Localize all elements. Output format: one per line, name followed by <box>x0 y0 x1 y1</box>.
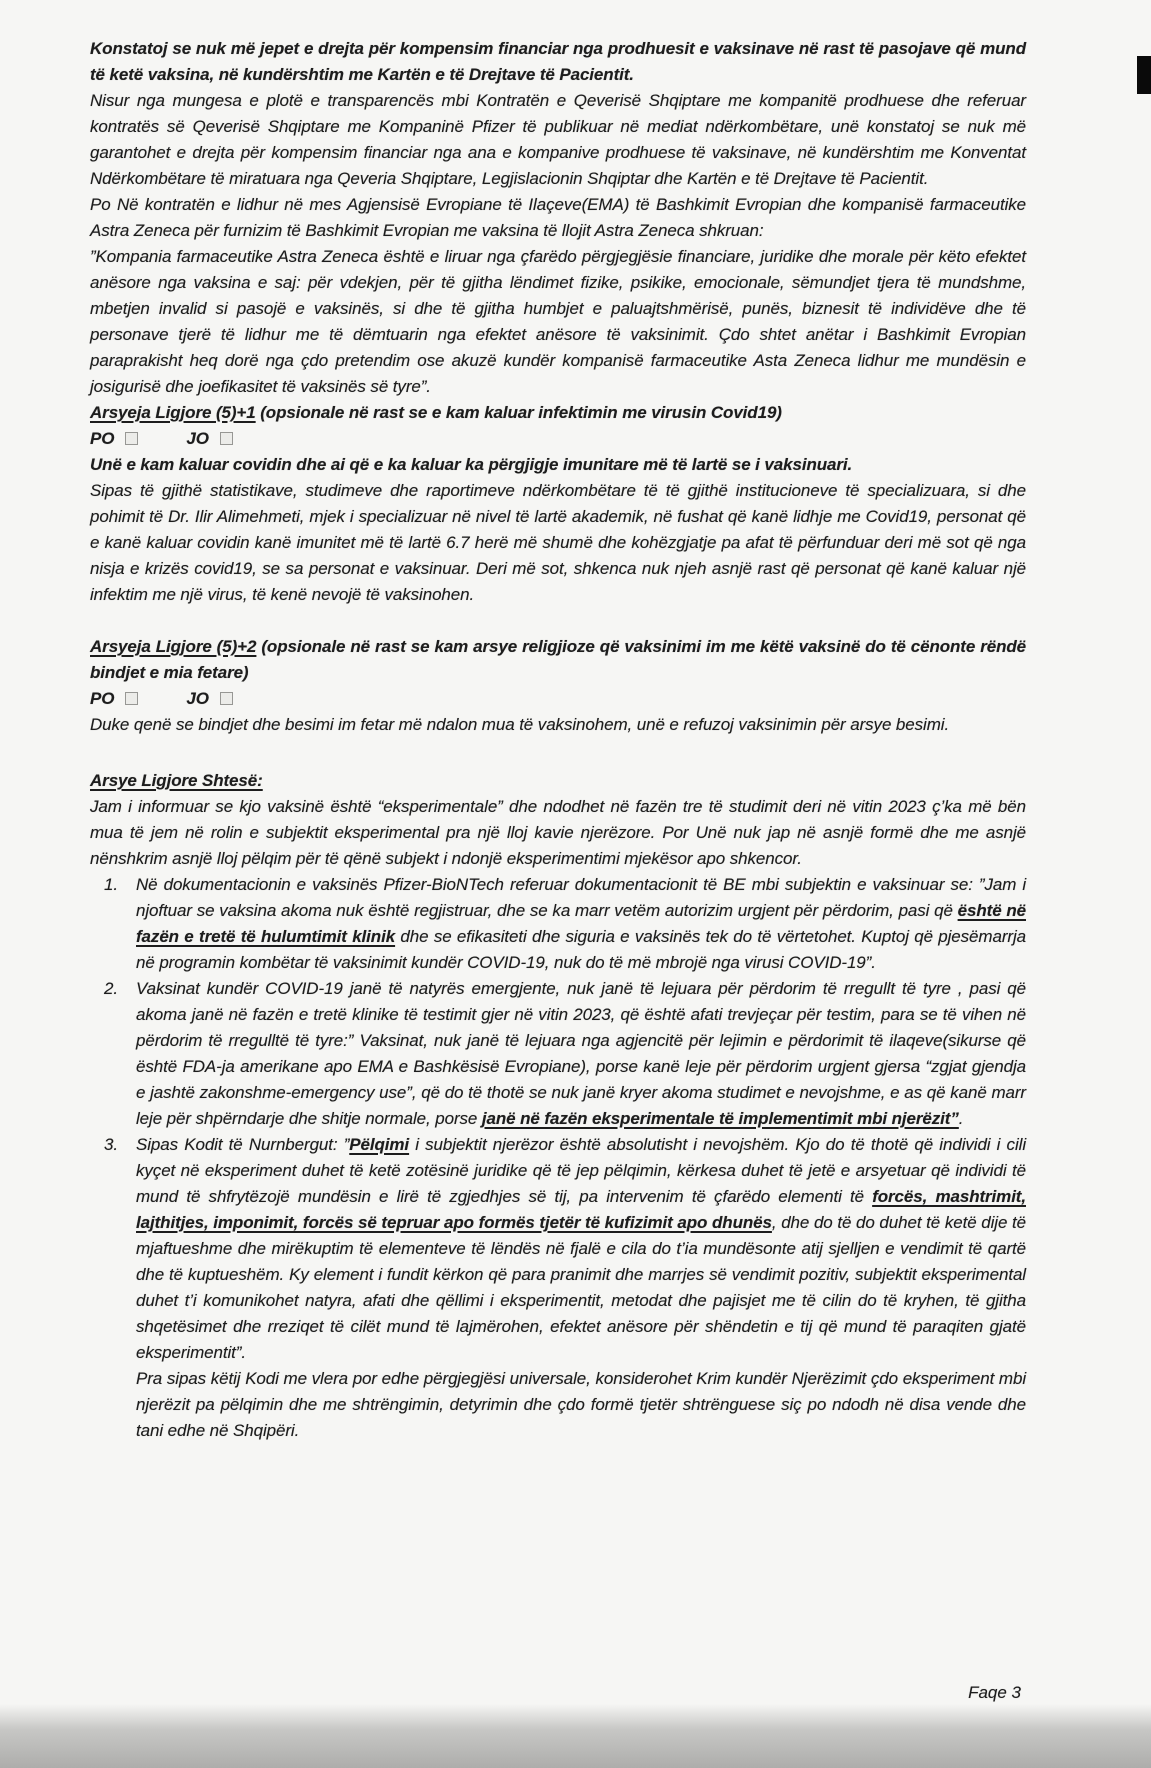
list-item-1-seg1: Në dokumentacionin e vaksinës Pfizer-BioNTech referuar dokumentacionit të BE mbi subjektin e vaksinuar se: ”Jam i njoftuar se vaksina akoma nuk është regjistruar, dhe se ka marr vetëm autorizim urgjent për përdorim, pasi që <box>136 875 1026 920</box>
list-item-2-seg1: Vaksinat kundër COVID-19 janë të natyrës emergjente, nuk janë të lejuara për përdorim të rregullt të tyre , pasi që akoma janë në fazën e tretë klinike të testimit gjer në vitin 2023, që është afati trevjeçar për testim, para se të vihen në përdorim të rregulltë të tyre:” Vaksinat, nuk janë të lejuara nga agjencitë për lejimin e përdorimit të ilaqeve(sikurse që është FDA-ja amerikane apo EMA e Bashkësisë Evropiane), porse kanë leje për përdorim urgjent gjersa “zgjat gjendja e jashtë zakonshme-emergency use”, që do të thotë se nuk janë kryer akoma studimet e nevojshme, e as që kanë marr leje për shpërndarje dhe shitje normale, porse <box>136 979 1026 1128</box>
reason1-title-label: Arsyeja Ligjore (5)+1 <box>90 403 256 422</box>
list-item-2-seg3: . <box>958 1109 964 1128</box>
scan-edge-mark <box>1137 56 1151 94</box>
reason2-no-label: JO <box>186 689 209 708</box>
list-item-1-text <box>136 872 1026 976</box>
reason1-title <box>90 400 1026 426</box>
page-number-label: Faqe 3 <box>968 1683 1021 1702</box>
reason2-yes-checkbox[interactable] <box>125 692 138 705</box>
reason1-body: Sipas të gjithë statistikave, studimeve dhe raportimeve ndërkombëtare të të gjithë institucioneve të specializuara, si dhe pohimit të Dr. Ilir Alimehmeti, mjek i specializuar në nivel të lartë akademik, në fushat që kanë lidhje me Covid19, personat që e kanë kaluar covidin kanë imunitet më të lartë 6.7 herë më shumë dhe kohëzgjatje pa afat të përfunduar deri më sot që nga nisja e krizës covid19, se sa personat e vaksinuar. Deri më sot, shkenca nuk njeh asnjë rast që personat që kanë kaluar një infektim me një virus, të kenë nevojë të vaksinohen. <box>90 481 1026 604</box>
reason1-yes-label: PO <box>90 429 115 448</box>
astra-zeneca-contract-quote: ”Kompania farmaceutike Astra Zeneca është e liruar nga çfarëdo përgjegjësie financiare, juridike dhe morale për këto efektet anësore nga vaksina e saj: për vdekjen, për të gjitha lëndimet fizike, psikike, emocionale, sëmundjet tjera të mundshme, mbetjen invalid si pasojë e vaksinës, si dhe të gjitha humbjet e paluajtshmërisë, punës, biznesit të individëve dhe të personave tjerë të lidhur me të dëmtuarin nga efektet anësore të vaksinimit. Çdo shtet anëtar i Bashkimit Evropian paraprakisht heq dorë nga çdo pretendim ose akuzë kundër kompanisë farmaceutike Asta Zeneca lidhur me mundësin e josigurisë dhe joefikasitet të vaksinës së tyre”. <box>90 247 1026 396</box>
list-item-2 <box>90 976 1026 1132</box>
list-item-2-number: 2. <box>104 979 118 998</box>
extra-reasons-title-label: Arsye Ligjore Shtesë: <box>90 771 263 790</box>
reason2-yes-no-row <box>90 686 1026 712</box>
list-item-3-seg5: , dhe do të do duhet të ketë dije të mjaftueshme dhe mirëkuptim të elementeve të lëndës në fjalë e cila do t’ia mundësonte atij sjelljen e vendimit të qartë dhe të kuptueshëm. Ky element i fundit kërkon që para pranimit dhe marrjes së vendimit pozitiv, subjektit eksperimental duhet t’i komunikohet natyra, afati dhe qëllimi i eksperimentit, metodat dhe pajisjet me të cilin do të kryhen, të gjitha shqetësimet dhe rreziqet të cilët mund të lajmërohen, efektet anësore për shëndetin e tij që mund të paraqiten gjatë eksperimentit”. <box>136 1213 1026 1362</box>
list-item-3 <box>90 1132 1026 1444</box>
scan-shadow-band <box>0 1704 1151 1768</box>
intro-paragraph-2: Po Në kontratën e lidhur në mes Agjensisë Evropiane të Ilaçeve(EMA) të Bashkimit Evropian dhe kompanisë farmaceutike Astra Zeneca për furnizim të Bashkimit Evropian me vaksina të llojit Astra Zeneca shkruan: <box>90 195 1026 240</box>
reason2-title-note: (opsionale në rast se kam arsye religjioze që vaksinimi im me këtë vaksinë do të cënonte rëndë bindjet e mia fetare) <box>90 637 1027 682</box>
reason1-no-label: JO <box>186 429 209 448</box>
reason2-title <box>90 634 1026 686</box>
list-item-3-text <box>136 1132 1026 1444</box>
extra-reasons-intro: Jam i informuar se kjo vaksinë është “eksperimentale” dhe ndodhet në fazën tre të studimit deri në vitin 2023 ç’ka më bën mua të jem në rolin e subjektit eksperimental pra një lloj kavie njerëzore. Por Unë nuk jap në asnjë formë dhe me asnjë nënshkrim asnjë lloj pëlqim për të qënë subjekt i ndonjë eksperimentimi mjekësor apo shkencor. <box>90 797 1026 868</box>
list-item-2-text <box>136 976 1026 1132</box>
reason1-no-checkbox[interactable] <box>220 432 233 445</box>
reason2-title-label: Arsyeja Ligjore (5)+2 <box>90 637 257 656</box>
document-body <box>90 36 1026 1444</box>
list-item-1-seg3: dhe se efikasiteti dhe siguria e vaksinës tek do të vërtetohet. Kuptoj që pjesëmarrja në programin kombëtar të vaksinimit kundër COVID-19, nuk do të më mbrojë nga virusi COVID-19”. <box>136 927 1026 972</box>
list-item-3-number: 3. <box>104 1135 118 1154</box>
list-item-3-seg3: i subjektit njerëzor është absolutisht i nevojshëm. Kjo do të thotë që individi i cili kyçet në eksperiment duhet të ketë zotësinë juridike që të jep pëlqimin, kërkesa duhet të jetë e arsyetuar që individi të mund të shfrytëzojë mundësin e lirë të zgjedhjes së tij, pa intervenim të çfarëdo elementi të <box>136 1135 1026 1206</box>
list-item-3-main <box>136 1132 1026 1366</box>
reason2-body: Duke qenë se bindjet dhe besimi im fetar më ndalon mua të vaksinohem, unë e refuzoj vaksinimin për arsye besimi. <box>90 715 950 734</box>
reason2-no-checkbox[interactable] <box>220 692 233 705</box>
list-item-3-seg1: Sipas Kodit të Nurnbergut: ” <box>136 1135 350 1154</box>
reason1-title-note: (opsionale në rast se e kam kaluar infektimin me virusin Covid19) <box>255 403 782 422</box>
reason1-claim: Unë e kam kaluar covidin dhe ai që e ka kaluar ka përgjigje imunitare më të lartë se i vaksinuari. <box>90 455 853 474</box>
list-item-3-seg4-emphasis: forcës, mashtrimit, lajthitjes, imponimit, forcës së tepruar apo formës tjetër të kufizimit apo dhunës <box>136 1187 1026 1232</box>
list-item-1-seg2-emphasis: është në fazën e tretë të hulumtimit klinik <box>136 901 1026 946</box>
list-item-3-tail: Pra sipas këtij Kodi me vlera por edhe përgjegjësi universale, konsiderohet Krim kundër Njerëzimit çdo eksperiment mbi njerëzit pa pëlqimin dhe me shtrëngimin, detyrimin dhe çdo formë tjetër shtrënguese siç po ndodh në disa vende dhe tani edhe në Shqipëri. <box>136 1369 1026 1440</box>
list-item-3-seg2-emphasis: Pëlqimi <box>349 1135 410 1154</box>
reason1-yes-no-row <box>90 426 1026 452</box>
extra-reasons-title <box>90 768 1026 794</box>
reason1-yes-checkbox[interactable] <box>125 432 138 445</box>
list-item-1 <box>90 872 1026 976</box>
intro-paragraph-1: Nisur nga mungesa e plotë e transparencës mbi Kontratën e Qeverisë Shqiptare me kompanitë prodhuese dhe referuar kontratës së Qeverisë Shqiptare me Kompaninë Pfizer të publikuar në mediat ndërkombëtare, unë konstatoj se nuk më garantohet e drejta për kompensim financiar nga ana e kompanive prodhuese të vaksinave, në kundërshtim me Konventat Ndërkombëtare të miratuara nga Qeveria Shqiptare, Legjislacionin Shqiptar dhe Kartën e të Drejtave të Pacientit. <box>90 91 1026 188</box>
list-item-1-number: 1. <box>104 875 118 894</box>
list-item-2-seg2-emphasis: janë në fazën eksperimentale të implementimit mbi njerëzit” <box>481 1109 959 1128</box>
main-heading: Konstatoj se nuk më jepet e drejta për kompensim financiar nga prodhuesit e vaksinave në rast të pasojave që mund të ketë vaksina, në kundërshtim me Kartën e të Drejtave të Pacientit. <box>90 39 1026 84</box>
reason2-yes-label: PO <box>90 689 115 708</box>
